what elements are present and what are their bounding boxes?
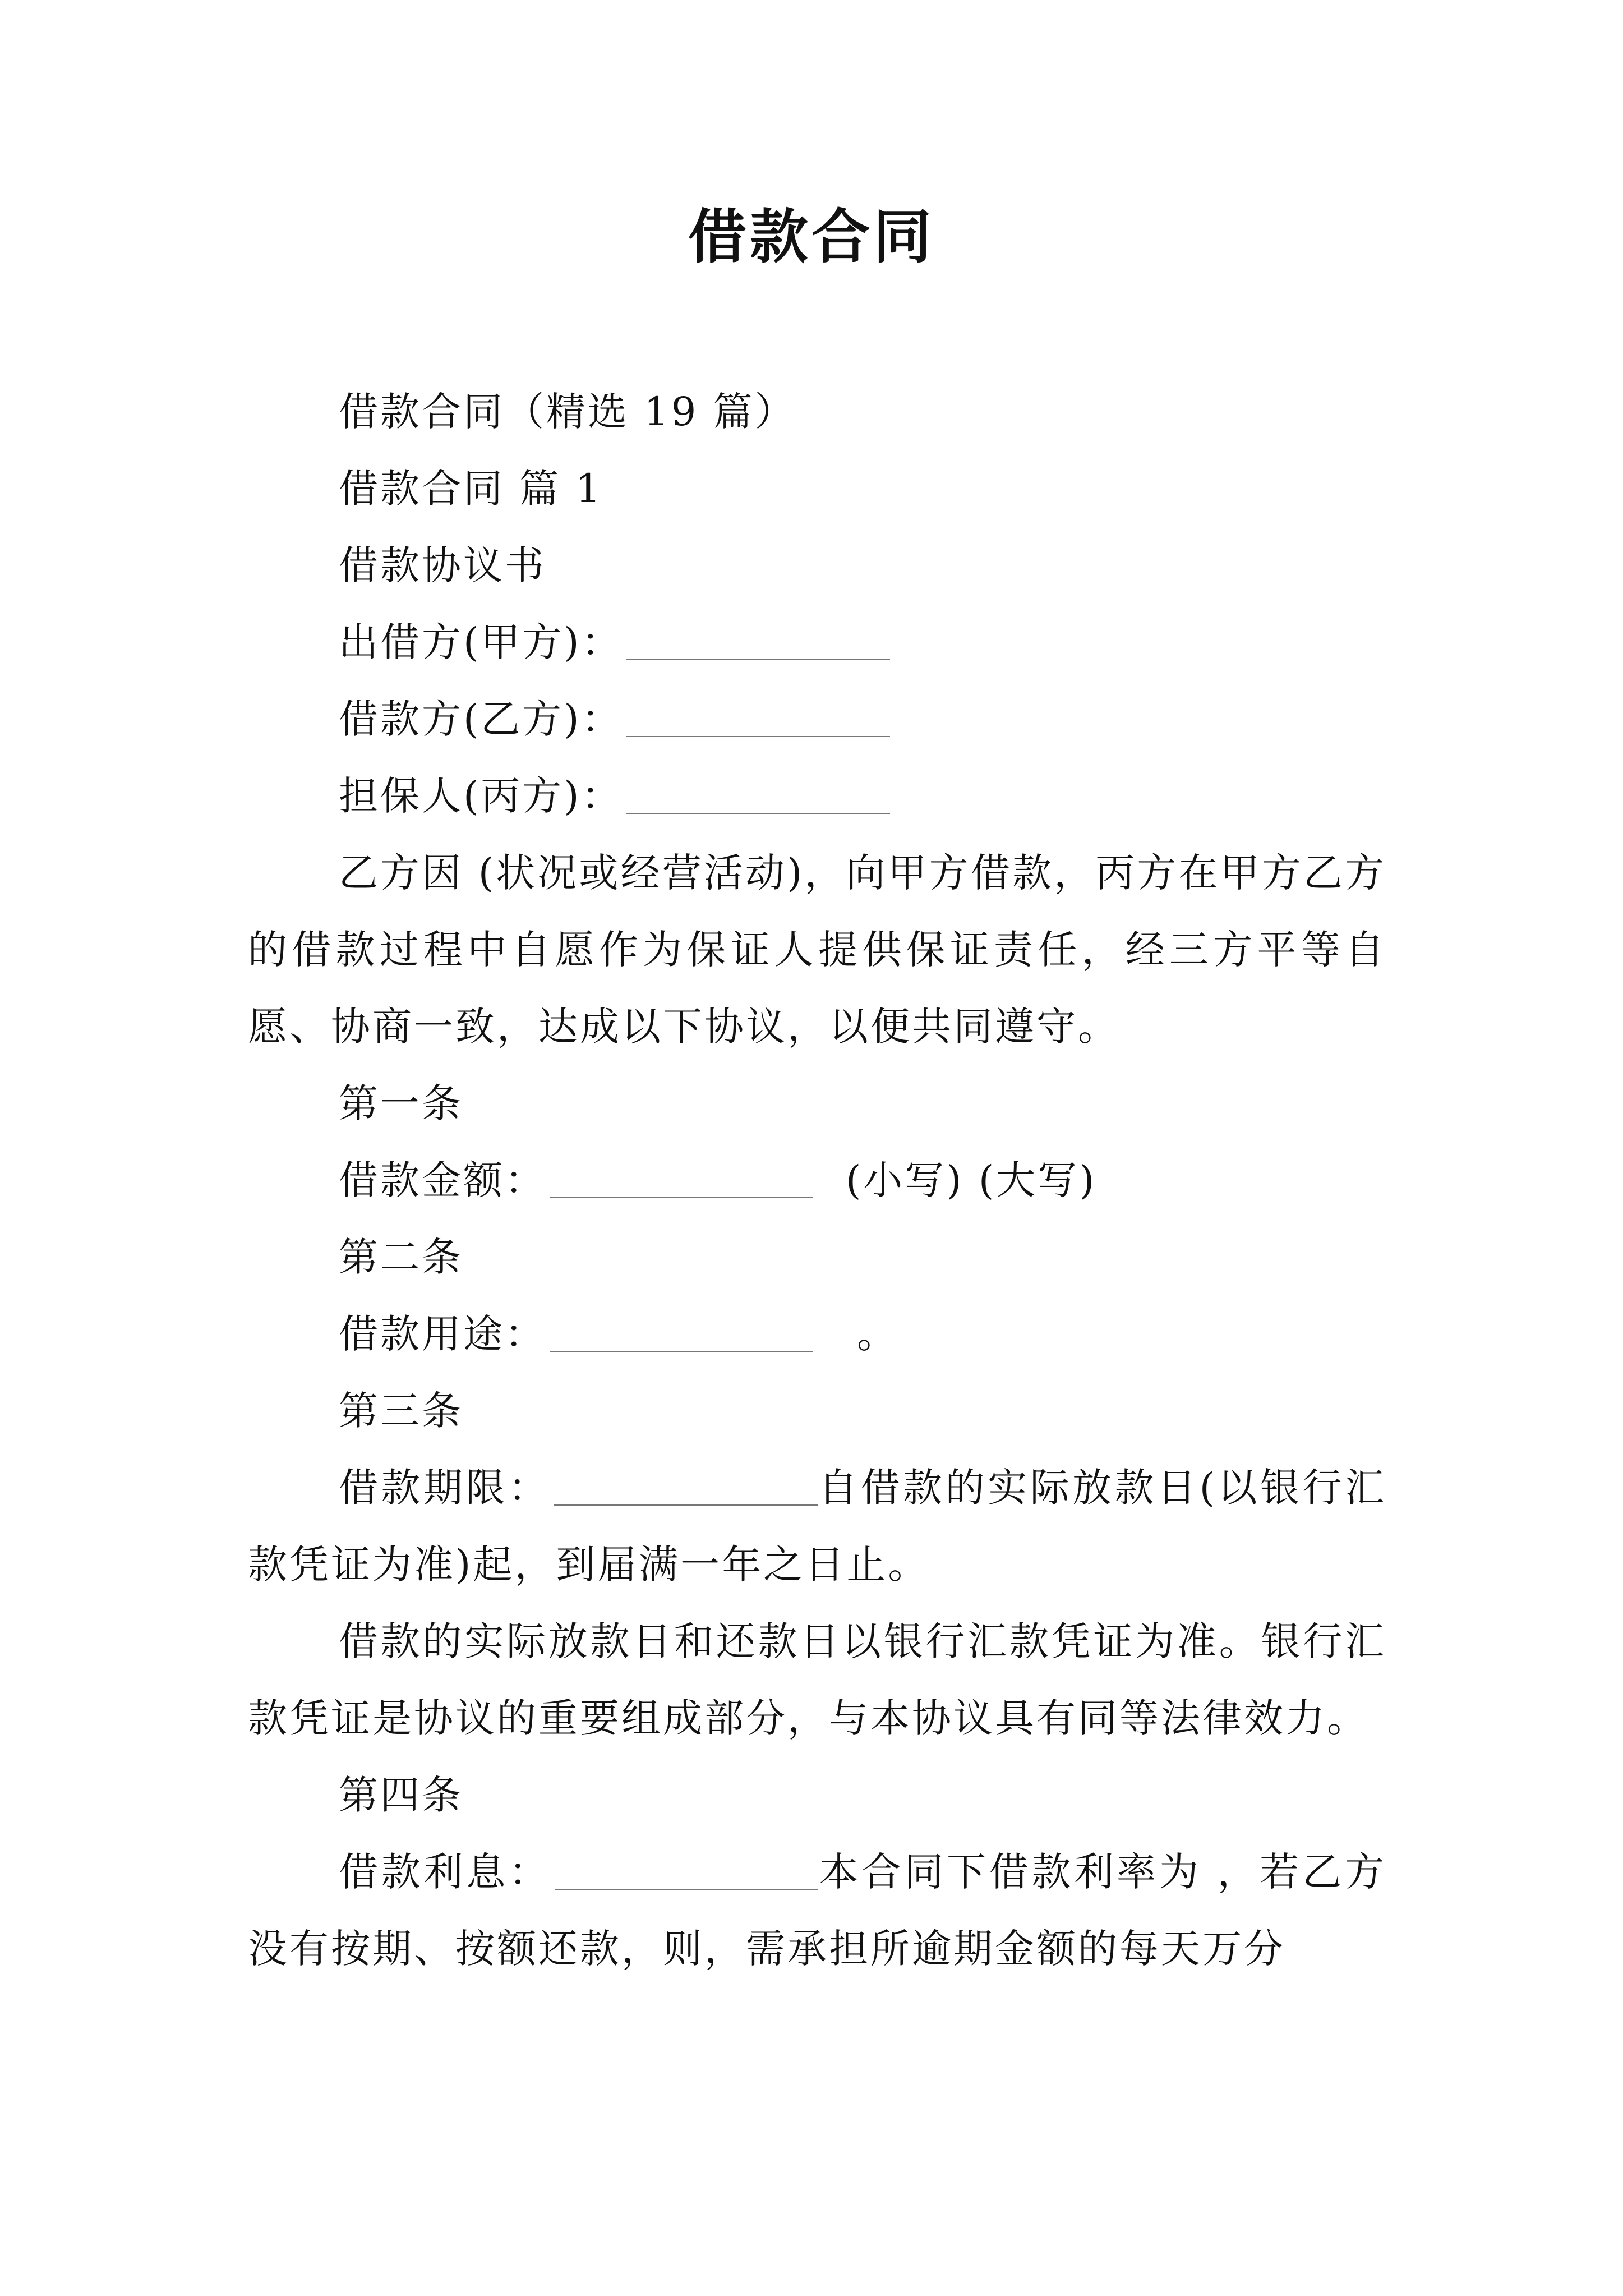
lender-blank <box>626 620 890 660</box>
article-2-heading: 第二条 <box>339 1234 463 1280</box>
guarantor-line <box>248 758 1386 835</box>
document-title: 借款合同 <box>688 203 935 271</box>
interest-label: 借款利息： <box>339 1849 551 1895</box>
term-note-paragraph: 借款的实际放款日和还款日以银行汇款凭证为准。银行汇款凭证是协议的重要组成部分，与本协议具有同等法律效力。 <box>248 1618 1386 1741</box>
lender-label: 出借方(甲方)： <box>339 619 623 665</box>
amount-suffix: (小写) (大写) <box>846 1157 1097 1203</box>
selection-line: 借款合同（精选 19 篇） <box>339 389 796 435</box>
article-3-heading: 第三条 <box>339 1388 463 1434</box>
interest-paragraph <box>248 1834 1386 1987</box>
borrower-label: 借款方(乙方)： <box>339 696 623 742</box>
amount-label: 借款金额： <box>339 1157 546 1203</box>
amount-blank <box>550 1158 813 1198</box>
amount-line <box>248 1142 1386 1219</box>
term-label: 借款期限： <box>339 1465 551 1511</box>
term-blank <box>554 1465 818 1506</box>
purpose-suffix: 。 <box>857 1311 898 1357</box>
purpose-label: 借款用途： <box>339 1311 546 1357</box>
borrower-line <box>248 681 1386 758</box>
chapter-heading: 借款合同 篇 1 <box>339 466 603 512</box>
guarantor-label: 担保人(丙方)： <box>339 773 623 819</box>
article-1-heading: 第一条 <box>339 1080 463 1126</box>
borrower-blank <box>626 697 890 737</box>
interest-blank <box>555 1849 818 1890</box>
term-paragraph <box>248 1450 1386 1603</box>
purpose-line <box>248 1296 1386 1373</box>
purpose-blank <box>550 1312 813 1352</box>
preamble-paragraph: 乙方因 (状况或经营活动)，向甲方借款，丙方在甲方乙方的借款过程中自愿作为保证人提供保证责任，经三方平等自愿、协商一致，达成以下协议，以便共同遵守。 <box>248 850 1386 1050</box>
guarantor-blank <box>626 774 890 814</box>
article-4-heading: 第四条 <box>339 1772 463 1818</box>
document-body <box>248 374 1386 1987</box>
term-suffix: 自借款的实际放款日(以银行汇款凭证为准)起，到届满一年之日止。 <box>248 1465 1387 1588</box>
lender-line <box>248 604 1386 681</box>
agreement-title: 借款协议书 <box>339 542 546 588</box>
interest-suffix: 本合同下借款利率为 ，若乙方没有按期、按额还款，则，需承担所逾期金额的每天万分 <box>248 1849 1386 1972</box>
